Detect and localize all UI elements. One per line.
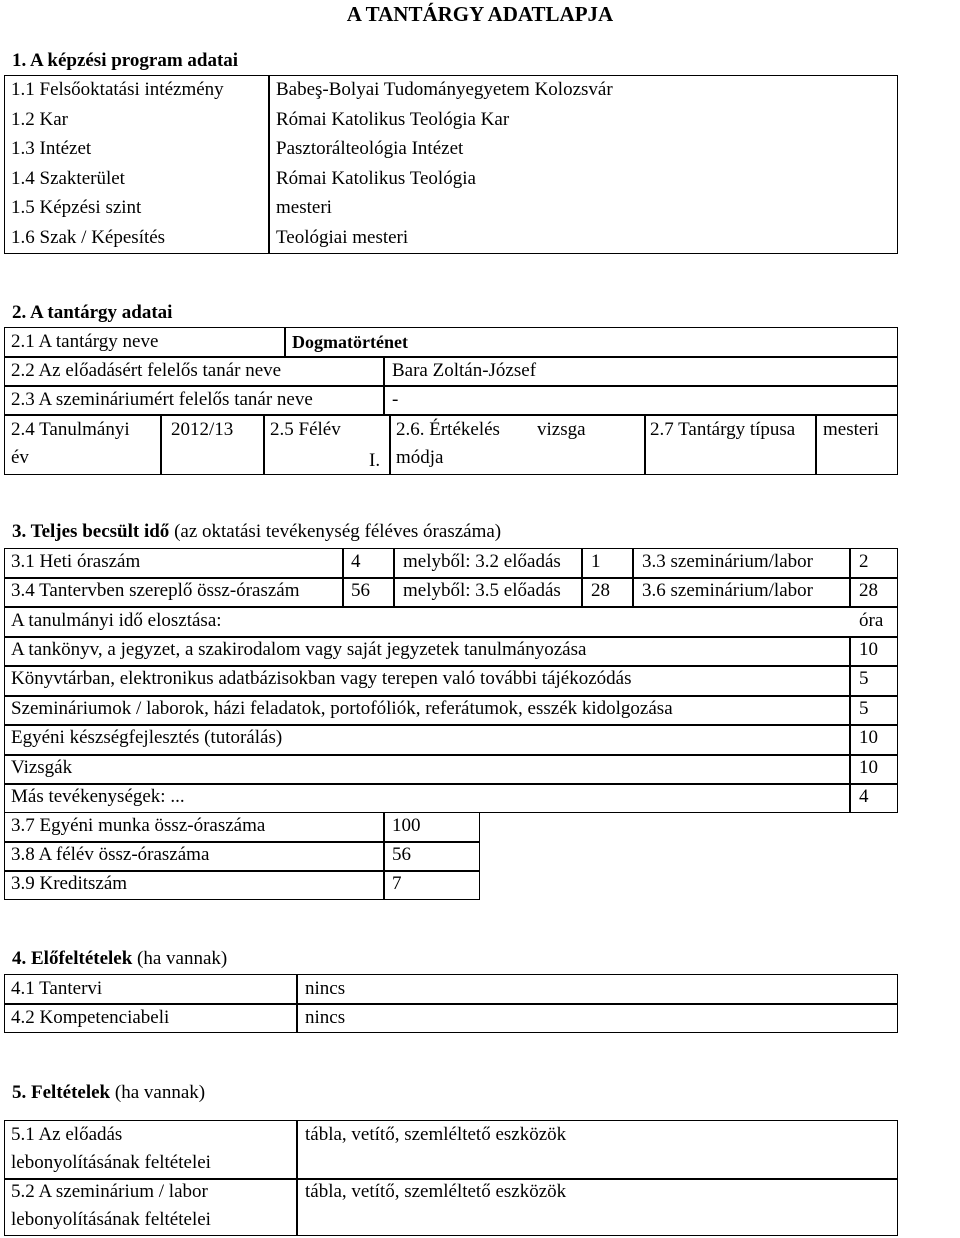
- activity-label: Szemináriumok / laborok, házi feladatok, portofóliók, referátumok, esszék kidolgozása: [11, 698, 673, 719]
- program-row-value: Római Katolikus Teológia Kar: [276, 109, 510, 130]
- total-value: 56: [392, 844, 411, 865]
- type-label: 2.7 Tantárgy típusa: [650, 419, 796, 440]
- total-hours-value: 56: [351, 580, 370, 601]
- prereq-competence-value: nincs: [305, 1007, 346, 1028]
- program-row-label: 1.6 Szak / Képesítés: [11, 227, 166, 248]
- eval-label: 2.6. Értékelés: [396, 419, 500, 440]
- activity-hours: 4: [859, 786, 869, 807]
- time-distribution-unit: óra: [859, 610, 884, 631]
- page-title: A TANTÁRGY ADATLAPJA: [346, 2, 614, 26]
- semester-label: 2.5 Félév: [270, 419, 341, 440]
- program-row-value: Teológiai mesteri: [276, 227, 409, 248]
- section-3-heading: 3. Teljes becsült idő (az oktatási tevékenység féléves óraszáma): [12, 521, 502, 542]
- activity-hours: 5: [859, 668, 869, 689]
- lecturer-label: 2.2 Az előadásért felelős tanár neve: [11, 360, 282, 381]
- activity-label: Vizsgák: [11, 757, 73, 778]
- course-name-value: Dogmatörténet: [292, 332, 408, 352]
- activity-label: A tankönyv, a jegyzet, a szakirodalom vagy saját jegyzetek tanulmányozása: [11, 639, 587, 660]
- type-value: mesteri: [823, 419, 879, 440]
- activity-hours: 5: [859, 698, 869, 719]
- activity-label: Más tevékenységek: ...: [11, 786, 185, 807]
- weekly-seminar-value: 2: [859, 551, 869, 572]
- total-value: 7: [392, 873, 402, 894]
- total-label: 3.8 A félév össz-óraszáma: [11, 844, 210, 865]
- course-name-label: 2.1 A tantárgy neve: [11, 331, 159, 352]
- program-row-label: 1.5 Képzési szint: [11, 197, 142, 218]
- section-5-heading: 5. Feltételek (ha vannak): [12, 1082, 206, 1103]
- total-label: 3.7 Egyéni munka össz-óraszáma: [11, 815, 266, 836]
- eval-label-2: módja: [396, 447, 444, 468]
- weekly-lecture-label: melyből: 3.2 előadás: [403, 551, 561, 572]
- semester-value: I.: [369, 450, 381, 471]
- total-hours-label: 3.4 Tantervben szereplő össz-óraszám: [11, 580, 300, 601]
- section-4-heading: 4. Előfeltételek (ha vannak): [12, 948, 228, 969]
- total-lecture-label: melyből: 3.5 előadás: [403, 580, 561, 601]
- time-distribution-label: A tanulmányi idő elosztása:: [11, 610, 222, 631]
- activity-hours: 10: [859, 757, 878, 778]
- section-1-heading: 1. A képzési program adatai: [12, 50, 239, 71]
- prereq-curricular-value: nincs: [305, 978, 346, 999]
- section-2-heading: 2. A tantárgy adatai: [12, 302, 173, 323]
- conditions-seminar-label-2: lebonyolításának feltételei: [11, 1209, 211, 1230]
- program-row-label: 1.1 Felsőoktatási intézmény: [11, 79, 224, 100]
- total-seminar-value: 28: [859, 580, 878, 601]
- conditions-seminar-value: tábla, vetítő, szemléltető eszközök: [305, 1181, 567, 1202]
- program-row-value: Római Katolikus Teológia: [276, 168, 476, 189]
- activity-hours: 10: [859, 727, 878, 748]
- activity-hours: 10: [859, 639, 878, 660]
- total-lecture-value: 28: [591, 580, 610, 601]
- year-label-2: év: [11, 447, 29, 468]
- program-row-value: mesteri: [276, 197, 332, 218]
- year-value: 2012/13: [171, 419, 234, 440]
- program-row-label: 1.4 Szakterület: [11, 168, 125, 189]
- weekly-lecture-value: 1: [591, 551, 601, 572]
- program-row-label: 1.3 Intézet: [11, 138, 92, 159]
- seminar-label: 2.3 A szemináriumért felelős tanár neve: [11, 389, 313, 410]
- total-seminar-label: 3.6 szeminárium/labor: [642, 580, 813, 601]
- seminar-value: -: [392, 389, 399, 410]
- conditions-lecture-label-2: lebonyolításának feltételei: [11, 1152, 211, 1173]
- program-row-value: Babeş-Bolyai Tudományegyetem Kolozsvár: [276, 79, 613, 100]
- conditions-lecture-label: 5.1 Az előadás: [11, 1124, 123, 1145]
- total-value: 100: [392, 815, 421, 836]
- activity-label: Könyvtárban, elektronikus adatbázisokban vagy terepen való további tájékozódás: [11, 668, 632, 689]
- year-label: 2.4 Tanulmányi: [11, 419, 130, 440]
- total-label: 3.9 Kreditszám: [11, 873, 128, 894]
- prereq-competence-label: 4.2 Kompetenciabeli: [11, 1007, 170, 1028]
- conditions-lecture-value: tábla, vetítő, szemléltető eszközök: [305, 1124, 567, 1145]
- weekly-hours-value: 4: [351, 551, 361, 572]
- eval-value: vizsga: [537, 419, 586, 440]
- prereq-curricular-label: 4.1 Tantervi: [11, 978, 103, 999]
- conditions-seminar-label: 5.2 A szeminárium / labor: [11, 1181, 208, 1202]
- weekly-seminar-label: 3.3 szeminárium/labor: [642, 551, 813, 572]
- lecturer-value: Bara Zoltán-József: [392, 360, 537, 381]
- weekly-hours-label: 3.1 Heti óraszám: [11, 551, 141, 572]
- program-row-value: Pasztorálteológia Intézet: [276, 138, 464, 159]
- activity-label: Egyéni készségfejlesztés (tutorálás): [11, 727, 283, 748]
- program-row-label: 1.2 Kar: [11, 109, 68, 130]
